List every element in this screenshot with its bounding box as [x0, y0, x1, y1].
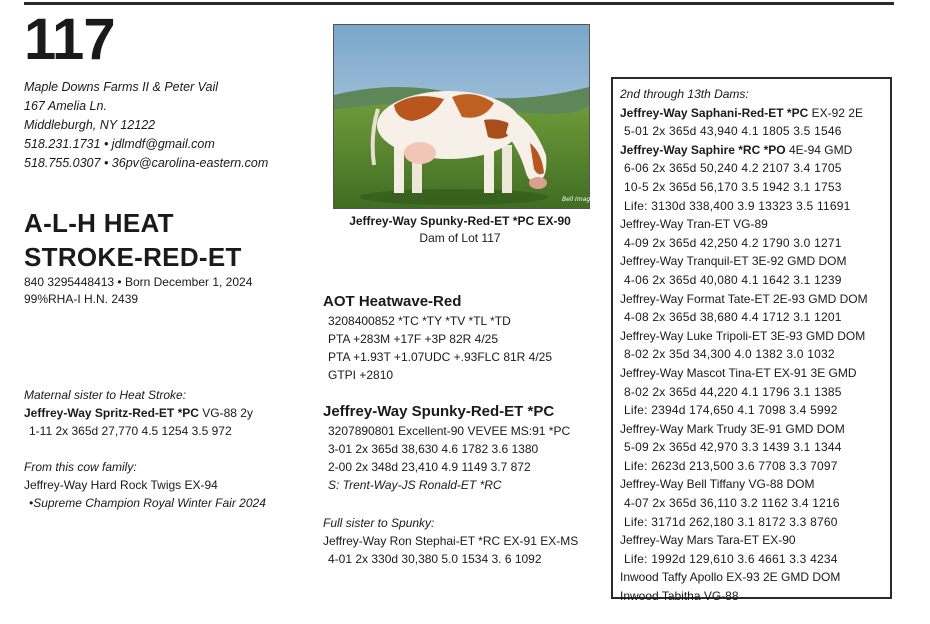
dam-line-1: 3207890801 Excellent-90 VEVEE MS:91 *PC: [328, 424, 571, 438]
dam-entry-score: 3E-93 GMD DOM: [767, 328, 866, 343]
dam-entry-name: Jeffrey-Way Mascot Tina-ET: [620, 365, 771, 380]
dam-name: Jeffrey-Way Spunky-Red-ET *PC: [323, 403, 555, 420]
consignor-contact-1: 518.231.1731 • jdlmdf@gmail.com: [24, 137, 215, 151]
dam-block: [323, 402, 570, 494]
dam-entry-score: EX-90: [758, 533, 796, 548]
photo-caption: [320, 213, 600, 247]
cow-family-name: Jeffrey-Way Hard Rock Twigs EX-94: [24, 478, 218, 492]
dam-entry-record: 4-08 2x 365d 38,680 4.4 1712 3.1 1201: [624, 310, 842, 325]
full-sister-block: [323, 514, 578, 568]
dam-entry: [620, 587, 884, 606]
sire-line-1: 3208400852 *TC *TY *TV *TL *TD: [328, 314, 511, 328]
dam-entry-name: Jeffrey-Way Mark Trudy: [620, 421, 747, 436]
dam-entry-name: Inwood Tabitha: [620, 589, 701, 604]
dam-entry-name: Jeffrey-Way Tranquil-ET: [620, 254, 749, 269]
dam-entry-record: Life: 2623d 213,500 3.6 7708 3.3 7097: [624, 458, 838, 473]
dam-entry-name: Jeffrey-Way Tran-ET: [620, 217, 730, 232]
animal-name: [24, 206, 242, 274]
dam-entry-score: EX-93 2E GMD DOM: [722, 570, 841, 585]
dam-entry-record: Life: 2394d 174,650 4.1 7098 3.4 5992: [624, 403, 838, 418]
dam-entry-record: Life: 3171d 262,180 3.1 8172 3.3 8760: [624, 514, 838, 529]
maternal-sister-heading: Maternal sister to Heat Stroke:: [24, 388, 187, 402]
sire-block: [323, 292, 552, 384]
dam-entry: [620, 141, 884, 160]
dam-entry-name: Jeffrey-Way Saphani-Red-ET *PC: [620, 105, 809, 120]
dam-entry-name: Jeffrey-Way Mars Tara-ET: [620, 533, 759, 548]
registration-block: [24, 274, 252, 308]
photo-caption-name: Jeffrey-Way Spunky-Red-ET *PC EX-90: [349, 214, 571, 228]
dam-entry-score: 2E-93 GMD DOM: [769, 291, 868, 306]
breed-line: 99%RHA-I H.N. 2439: [24, 292, 139, 306]
dam-entry: [620, 252, 884, 271]
top-rule: [24, 2, 894, 5]
dam-entry: [620, 420, 884, 439]
dam-entry: [620, 104, 884, 123]
consignor-city: Middleburgh, NY 12122: [24, 118, 156, 132]
cow-family-note: •Supreme Champion Royal Winter Fair 2024: [29, 496, 266, 510]
dam-entry-name: Jeffrey-Way Luke Tripoli-ET: [620, 328, 768, 343]
dam-entry-record: Life: 1992d 129,610 3.6 4661 3.3 4234: [624, 551, 838, 566]
dam-entry-record: 5-09 2x 365d 42,970 3.3 1439 3.1 1344: [624, 440, 842, 455]
lot-number: 117: [24, 7, 115, 72]
sire-line-2: PTA +283M +17F +3P 82R 4/25: [328, 332, 499, 346]
dam-entry-score: VG-88: [700, 589, 739, 604]
dam-entry: [620, 531, 884, 550]
dam-entry-record: 4-07 2x 365d 36,110 3.2 1162 3.4 1216: [624, 496, 840, 511]
sire-line-4: GTPI +2810: [328, 368, 394, 382]
dam-entry-record: 4-09 2x 365d 42,250 4.2 1790 3.0 1271: [624, 235, 842, 250]
dam-entry-record: 10-5 2x 365d 56,170 3.5 1942 3.1 1753: [624, 179, 842, 194]
dam-entry: [620, 290, 884, 309]
consignor-name: Maple Downs Farms II & Peter Vail: [24, 80, 219, 94]
sire-name: AOT Heatwave-Red: [323, 293, 462, 310]
full-sister-record: 4-01 2x 330d 30,380 5.0 1534 3. 6 1092: [328, 552, 542, 566]
maternal-sister-record: 1-11 2x 365d 27,770 4.5 1254 3.5 972: [29, 424, 232, 438]
dam-entry-record: 4-06 2x 365d 40,080 4.1 1642 3.1 1239: [624, 272, 842, 287]
dams-box-heading: 2nd through 13th Dams:: [620, 87, 749, 101]
dam-entry-score: EX-92 2E: [808, 105, 863, 120]
animal-name-line-2: STROKE-RED-ET: [24, 242, 242, 272]
dam-entry-score: EX-91 3E GMD: [770, 365, 857, 380]
photo-caption-sub: Dam of Lot 117: [419, 231, 501, 245]
consignor-street: 167 Amelia Ln.: [24, 99, 107, 113]
dam-entry: [620, 475, 884, 494]
dams-list: [620, 104, 884, 606]
dam-entry-record: Life: 3130d 338,400 3.9 13323 3.5 11691: [624, 198, 851, 213]
dam-entry-score: VG-88 DOM: [745, 477, 815, 492]
dam-entry-name: Jeffrey-Way Format Tate-ET: [620, 291, 770, 306]
dams-box: [611, 77, 892, 604]
sire-line-3: PTA +1.93T +1.07UDC +.93FLC 81R 4/25: [328, 350, 553, 364]
registration-line: 840 3295448413 • Born December 1, 2024: [24, 275, 253, 289]
maternal-sister-block: [24, 386, 253, 440]
dam-entry: [620, 364, 884, 383]
maternal-sister-name: Jeffrey-Way Spritz-Red-ET *PC: [24, 406, 199, 420]
photo-watermark: Bell Image: [562, 196, 594, 203]
dam-entry: [620, 568, 884, 587]
consignor-block: [24, 78, 268, 173]
dam-entry-name: Inwood Taffy Apollo: [620, 570, 723, 585]
cow-family-block: [24, 458, 266, 512]
cow-photo-illustration: [334, 25, 594, 208]
dam-entry-score: 4E-94 GMD: [785, 142, 853, 157]
dam-sire-line: S: Trent-Way-JS Ronald-ET *RC: [328, 478, 502, 492]
dam-photo: [333, 24, 594, 209]
maternal-sister-score: VG-88 2y: [198, 406, 253, 420]
dam-entry-name: Jeffrey-Way Saphire *RC *PO: [620, 142, 786, 157]
dam-entry-record: 8-02 2x 365d 44,220 4.1 1796 3.1 1385: [624, 384, 842, 399]
dam-line-3: 2-00 2x 348d 23,410 4.9 1149 3.7 872: [328, 460, 531, 474]
dam-entry-score: VG-89: [729, 217, 768, 232]
dam-entry-record: 6-06 2x 365d 50,240 4.2 2107 3.4 1705: [624, 161, 842, 176]
dam-entry: [620, 327, 884, 346]
cow-family-heading: From this cow family:: [24, 460, 137, 474]
full-sister-heading: Full sister to Spunky:: [323, 516, 435, 530]
dam-line-2: 3-01 2x 365d 38,630 4.6 1782 3.6 1380: [328, 442, 539, 456]
dam-entry-record: 5-01 2x 365d 43,940 4.1 1805 3.5 1546: [624, 124, 842, 139]
dam-entry: [620, 215, 884, 234]
animal-name-line-1: A-L-H HEAT: [24, 208, 174, 238]
consignor-contact-2: 518.755.0307 • 36pv@carolina-eastern.com: [24, 156, 269, 170]
dam-entry-record: 8-02 2x 35d 34,300 4.0 1382 3.0 1032: [624, 347, 835, 362]
full-sister-name: Jeffrey-Way Ron Stephai-ET *RC EX-91 EX-MS: [323, 534, 579, 548]
dam-entry-score: 3E-92 GMD DOM: [748, 254, 847, 269]
dam-entry-name: Jeffrey-Way Bell Tiffany: [620, 477, 746, 492]
dam-entry-score: 3E-91 GMD DOM: [746, 421, 845, 436]
